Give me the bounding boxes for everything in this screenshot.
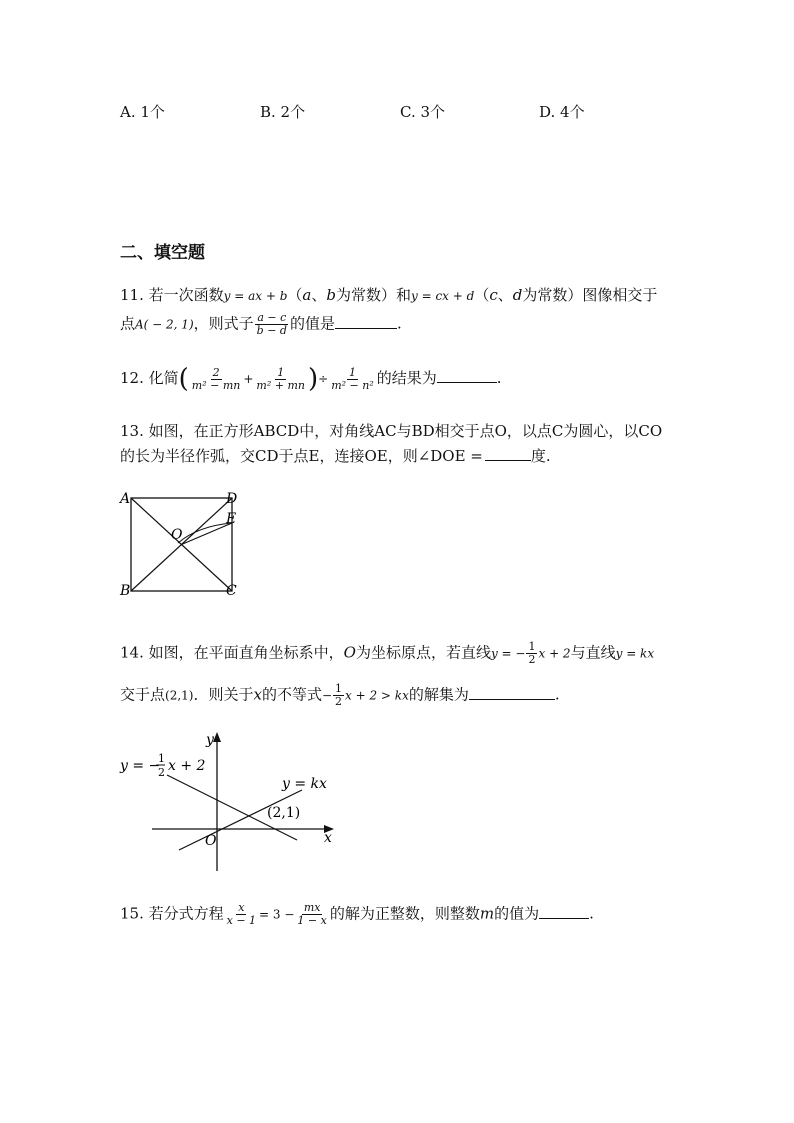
q11-point: A( − 2, 1) xyxy=(135,317,194,332)
q15-fraction-2 xyxy=(295,902,328,927)
label-intersection: (2,1) xyxy=(267,805,301,821)
q11-text-2: 的值是 xyxy=(289,314,335,333)
question-11-line-1 xyxy=(120,284,657,305)
q14-eq1-prefix: y = − xyxy=(490,646,526,661)
q11-fraction-denominator: b − d xyxy=(256,324,287,337)
label-line-1-prefix: y = − xyxy=(120,758,161,774)
label-line-1-denominator: 2 xyxy=(158,766,165,779)
q11-end: . xyxy=(396,314,402,333)
label-b: B xyxy=(120,583,131,599)
label-a: A xyxy=(120,491,131,507)
q15-f1-denominator: x − 1 xyxy=(226,914,257,927)
q12-number: 12. 化简 xyxy=(120,369,179,387)
q11-var-d: d xyxy=(512,286,523,304)
q14-ineq-half-denominator: 2 xyxy=(335,695,343,708)
q12-f1-denominator: m² − mn xyxy=(191,378,241,392)
q14-text-3: 与直线 xyxy=(570,643,616,662)
q11-point-prefix: 点 xyxy=(120,314,136,333)
q11-var-c: c xyxy=(489,286,498,304)
q15-fraction-1 xyxy=(225,902,258,927)
q12-fraction-2 xyxy=(254,367,307,392)
q15-answer-blank[interactable] xyxy=(539,904,589,919)
q13-unit: 度. xyxy=(530,447,551,465)
q15-text-2: 的值为 xyxy=(494,904,540,923)
q14-text-2: 为坐标原点，若直线 xyxy=(355,643,491,662)
q11-note: 为常数）和 xyxy=(335,286,411,304)
q12-plus: + xyxy=(243,372,254,386)
q14-text-5: ．则关于 xyxy=(193,685,254,704)
question-13-line-2 xyxy=(120,445,551,466)
section-title: 二、填空题 xyxy=(120,243,205,263)
label-o: O xyxy=(171,527,183,543)
q12-f1-numerator: 2 xyxy=(212,365,220,379)
q11-fraction-numerator: a − c xyxy=(257,311,287,324)
option-a: A. 1个 xyxy=(120,103,165,121)
q14-point: (2,1) xyxy=(165,688,194,703)
q12-left-paren: ( xyxy=(178,364,189,394)
q12-f3-numerator: 1 xyxy=(348,365,356,379)
y-axis-arrow-icon xyxy=(213,732,221,742)
q12-fraction-3 xyxy=(329,367,376,392)
q12-end: . xyxy=(496,369,502,387)
q15-f2-numerator: mx xyxy=(303,901,321,914)
q15-var-m: m xyxy=(479,904,495,923)
q11-sep: 、 xyxy=(311,286,327,304)
q14-origin: O xyxy=(343,643,356,662)
q14-text: 14. 如图，在平面直角坐标系中， xyxy=(120,643,344,662)
question-12 xyxy=(120,366,502,392)
label-line-1-suffix: x + 2 xyxy=(168,758,206,774)
q15-f1-numerator: x xyxy=(238,901,245,914)
q12-f3-denominator: m² − n² xyxy=(331,378,374,392)
q14-eq2: y = kx xyxy=(615,646,655,661)
q14-answer-blank[interactable] xyxy=(469,685,555,700)
q11-function-1: y = ax + b xyxy=(223,289,288,303)
q12-right-paren: ) xyxy=(308,364,319,394)
question-14-line-2 xyxy=(120,683,560,708)
label-c: C xyxy=(226,583,237,599)
q11-sep-2: 、 xyxy=(497,286,513,304)
q14-half xyxy=(526,641,537,666)
label-d: D xyxy=(226,491,238,507)
q15-equals: = 3 − xyxy=(259,907,295,922)
q11-fraction xyxy=(255,312,289,337)
q11-answer-blank[interactable] xyxy=(335,314,397,329)
q11-var-a: a xyxy=(302,286,312,304)
q11-paren: （ xyxy=(287,286,303,304)
q11-text: ，则式子 xyxy=(193,314,254,333)
option-d: D. 4个 xyxy=(539,103,585,121)
q14-ineq-minus: − xyxy=(321,688,333,703)
option-c: C. 3个 xyxy=(400,103,446,121)
q15-text: 的解为正整数，则整数 xyxy=(329,904,480,923)
q12-text: 的结果为 xyxy=(376,369,437,387)
question-13-line-1: 13. 如图，在正方形ABCD中，对角线AC与BD相交于点O，以点C为圆心，以CO xyxy=(120,422,663,440)
label-origin: O xyxy=(205,833,217,849)
label-y-axis: y xyxy=(206,732,214,748)
q13-answer-blank[interactable] xyxy=(485,446,531,461)
label-line-1-numerator: 1 xyxy=(158,752,165,765)
question-15 xyxy=(120,902,594,927)
q14-inequality: x + 2 > kx xyxy=(345,688,409,703)
label-line-2: y = kx xyxy=(282,776,327,792)
q12-answer-blank[interactable] xyxy=(437,368,497,383)
q14-var-x: x xyxy=(253,685,262,704)
question-11-line-2 xyxy=(120,312,402,337)
q15-f2-denominator: 1 − x xyxy=(297,914,327,927)
q11-var-b: b xyxy=(326,286,336,304)
q12-divide: ÷ xyxy=(318,372,329,386)
q11-note-2: 为常数）图像相交于 xyxy=(522,286,658,304)
q14-text-4: 交于点 xyxy=(120,685,166,704)
q12-f2-denominator: m² + mn xyxy=(256,378,305,392)
q11-paren-2: （ xyxy=(474,286,490,304)
q11-number: 11. 若一次函数 xyxy=(120,286,224,304)
q13-figure xyxy=(112,486,252,602)
q14-text-6: 的不等式 xyxy=(261,685,322,704)
q14-eq1-suffix: x + 2 xyxy=(538,646,571,661)
question-14-line-1 xyxy=(120,641,654,666)
q14-ineq-half-numerator: 1 xyxy=(335,682,343,695)
q14-text-7: 的解集为 xyxy=(408,685,469,704)
q15-end: . xyxy=(589,904,594,923)
label-e: E xyxy=(226,511,237,527)
q11-function-2: y = cx + d xyxy=(410,289,475,303)
q14-half-numerator: 1 xyxy=(528,640,536,653)
option-b: B. 2个 xyxy=(260,103,306,121)
segment-oe xyxy=(182,523,233,545)
q14-end: . xyxy=(554,685,560,704)
q14-half-denominator: 2 xyxy=(528,653,536,666)
q12-f2-numerator: 1 xyxy=(277,365,285,379)
q14-ineq-half xyxy=(333,683,344,708)
q14-figure xyxy=(112,728,342,873)
q13-text: 的长为半径作弧，交CD于点E，连接OE，则∠DOE = xyxy=(120,447,483,465)
label-x-axis: x xyxy=(324,830,332,846)
q12-fraction-1 xyxy=(190,367,243,392)
q15-number: 15. 若分式方程 xyxy=(120,904,224,923)
